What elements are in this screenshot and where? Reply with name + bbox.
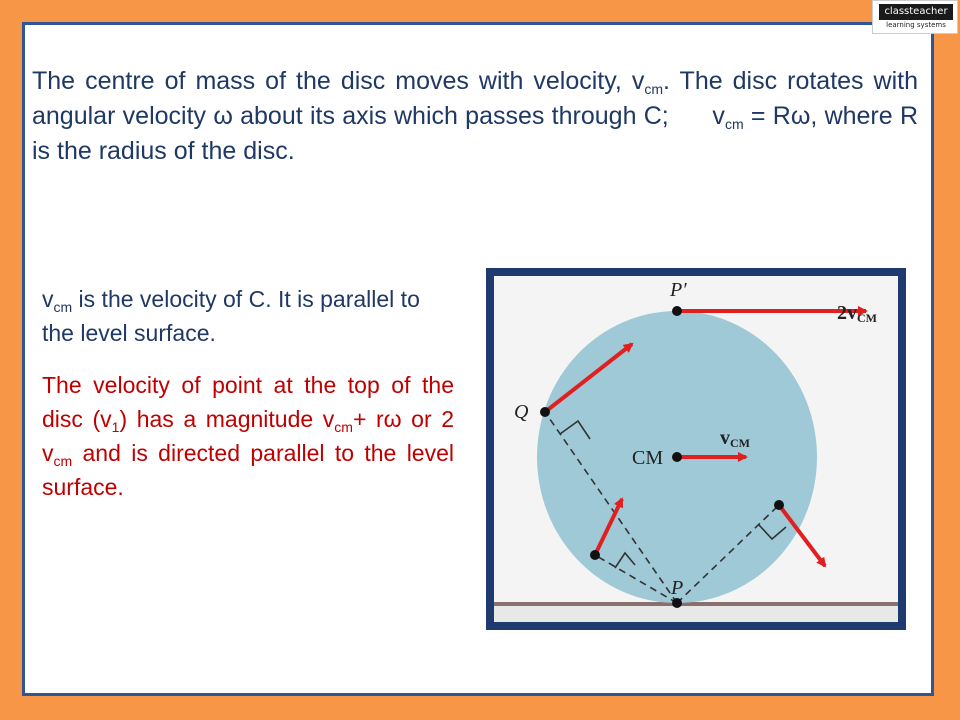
point-right (774, 500, 784, 510)
red-text-4: and is directed parallel to the level surface. (42, 440, 454, 500)
red-text-1: The velocity of point at the top of the disc (v (42, 372, 454, 432)
label-q: Q (514, 401, 529, 423)
label-p: P (671, 577, 684, 599)
note-text-2: is the velocity of C. It is parallel to the level surface. (42, 286, 420, 346)
red-text-2: ) has a magnitude v (119, 406, 335, 432)
intro-sub-1: cm (644, 81, 664, 97)
disc-diagram (494, 276, 898, 622)
intro-text-2: . The disc rotates with angular velocity ω about its axis which passes through C; v (32, 67, 925, 130)
red-text-3: + rω or 2 v (42, 406, 454, 466)
top-velocity-note (42, 368, 454, 504)
point-q (540, 407, 550, 417)
explanation-column (42, 282, 454, 504)
label-vcm: vCM (720, 427, 750, 450)
point-p-prime (672, 306, 682, 316)
point-cm (672, 452, 682, 462)
red-sub-1: 1 (111, 419, 120, 435)
rolling-disc-figure (486, 268, 906, 630)
classteacher-logo (872, 0, 958, 34)
vcm-note (42, 282, 454, 350)
point-lower-left (590, 550, 600, 560)
point-p (672, 598, 682, 608)
intro-paragraph (32, 64, 925, 169)
note-text-1: v (42, 286, 54, 312)
note-sub: cm (53, 299, 73, 315)
red-sub-2: cm (334, 419, 353, 435)
ground-surface (494, 606, 898, 622)
ground-line (494, 602, 898, 606)
intro-text-3: = Rω, where R is the radius of the disc. (32, 102, 918, 165)
label-cm: CM (632, 447, 664, 469)
label-p-prime: P′ (670, 279, 687, 301)
logo-brand: classteacher (879, 4, 953, 20)
logo-tagline: learning systems (886, 21, 946, 29)
red-sub-3: cm (53, 453, 73, 469)
label-2vcm: 2vCM (837, 302, 877, 325)
intro-text-1: The centre of mass of the disc moves with velocity, v (32, 67, 645, 95)
intro-sub-2: cm (724, 116, 744, 132)
